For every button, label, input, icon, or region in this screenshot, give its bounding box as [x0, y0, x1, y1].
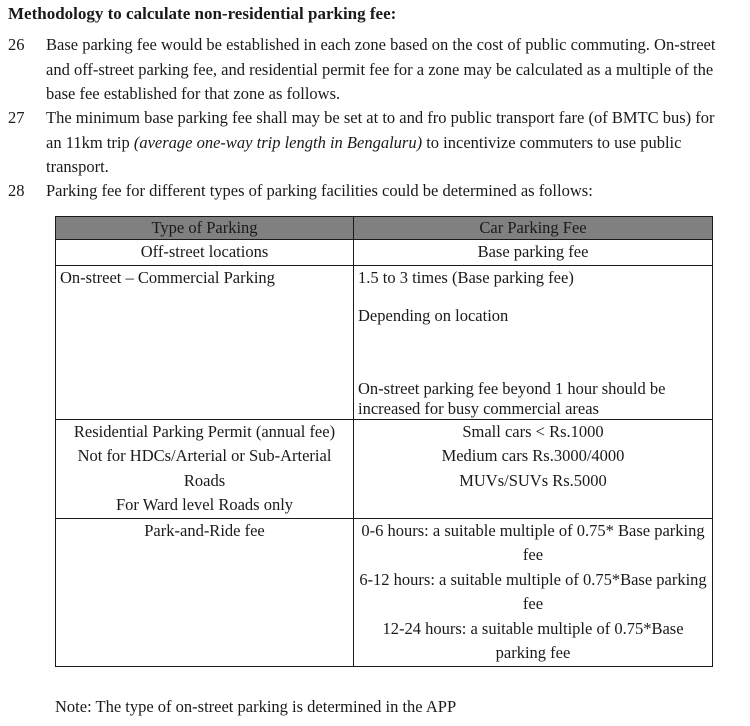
table-row: [56, 240, 713, 266]
fee-line: 1.5 to 3 times (Base parking fee): [358, 267, 574, 287]
fee-line: Depending on location: [358, 306, 509, 325]
fee-line: MUVs/SUVs Rs.5000: [459, 470, 607, 490]
item-text: Base parking fee would be established in each zone based on the cost of public commuting. On-street and off-street parking fee, and residential permit fee for a zone may be calculated as a multiple of the base fee established for that zone as follows.: [46, 35, 716, 103]
cell-type: Off-street locations: [56, 240, 354, 266]
item-number: 26: [8, 35, 25, 54]
fee-line: 12-24 hours: a suitable multiple of 0.75*Base parking fee: [382, 618, 684, 662]
fee-line: 6-12 hours: a suitable multiple of 0.75*Base parking fee: [359, 569, 707, 613]
item-text: Parking fee for different types of parking facilities could be determined as follows:: [46, 181, 593, 200]
table-row: [56, 265, 713, 419]
fee-line: Medium cars Rs.3000/4000: [441, 446, 625, 465]
cell-fee: [354, 265, 713, 419]
type-line: For Ward level Roads only: [115, 495, 294, 514]
table-header-row: [56, 217, 713, 240]
fee-line: On-street parking fee beyond 1 hour should be increased for busy commercial areas: [358, 378, 666, 418]
item-number: 27: [8, 108, 25, 127]
cell-fee: [354, 419, 713, 518]
type-line: Residential Parking Permit (annual fee): [73, 421, 336, 441]
cell-type: Park-and-Ride fee: [56, 518, 354, 666]
fee-line: Small cars < Rs.1000: [462, 421, 604, 441]
header-car-parking-fee: Car Parking Fee: [354, 217, 713, 240]
list-item: [8, 179, 716, 204]
item-italic-text: (average one-way trip length in Bengaluru): [133, 132, 423, 152]
table-row: [56, 518, 713, 666]
cell-type: On-street – Commercial Parking: [56, 265, 354, 419]
header-type-of-parking: Type of Parking: [56, 217, 354, 240]
parking-fee-table: [55, 216, 713, 667]
item-text: The minimum base parking fee shall may be set at to and fro public transport fare (of BMTC bus) for an 11km trip (average one-way trip length in Bengaluru) to incentivize commuters to use public transport.: [46, 108, 715, 176]
cell-type: [56, 419, 354, 518]
item-number: 28: [8, 181, 25, 200]
type-line: Not for HDCs/Arterial or Sub-Arterial Roads: [77, 446, 332, 490]
table-row: [56, 419, 713, 518]
cell-fee: [354, 518, 713, 666]
list-item: [8, 106, 716, 180]
list-item: [8, 33, 716, 107]
table-note: Note: The type of on-street parking is determined in the APP: [55, 697, 457, 716]
cell-fee: Base parking fee: [354, 240, 713, 266]
fee-line: 0-6 hours: a suitable multiple of 0.75* Base parking fee: [361, 520, 705, 564]
section-heading: Methodology to calculate non-residential parking fee:: [8, 4, 397, 23]
